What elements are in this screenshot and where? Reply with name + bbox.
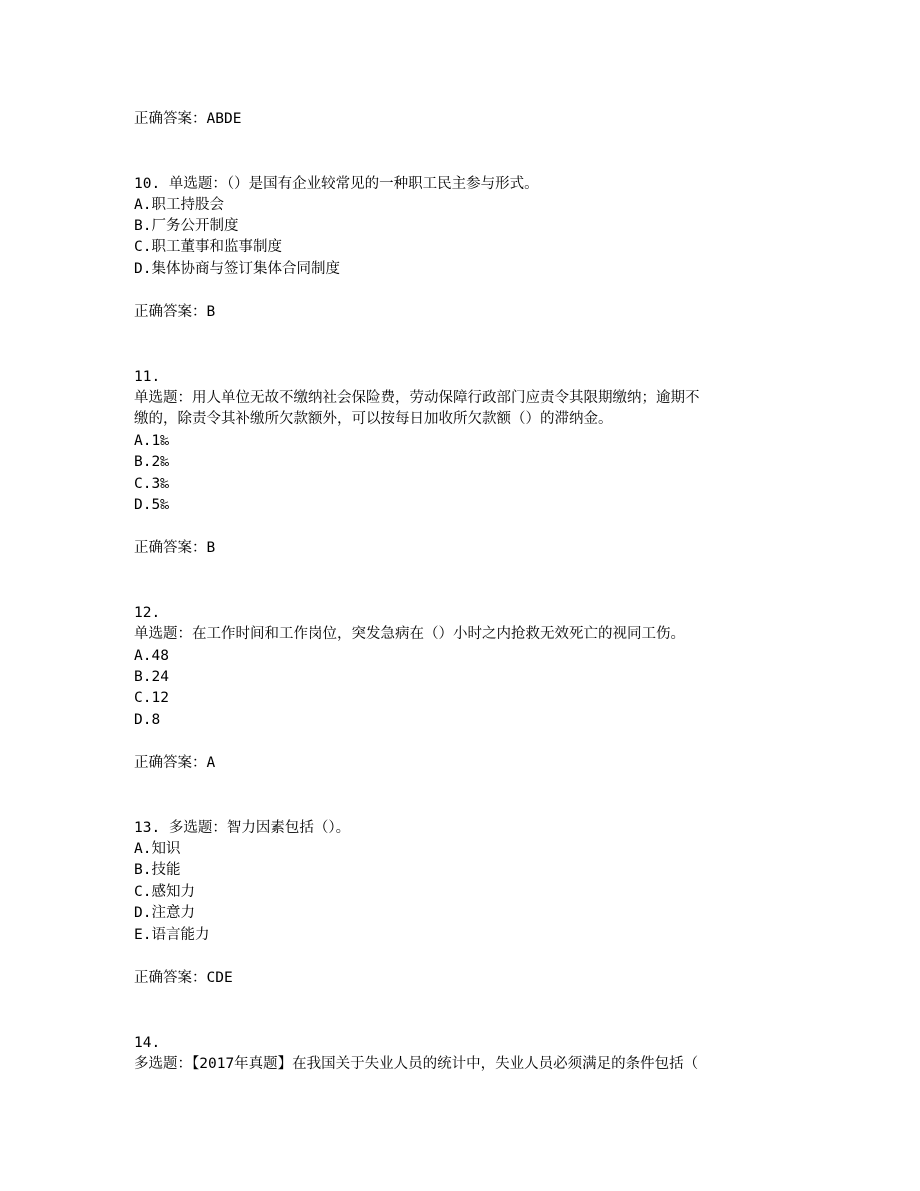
question-10-option: C.职工董事和监事制度 (134, 239, 282, 255)
answer-value: B (206, 304, 216, 320)
question-11-option: A.1‰ (134, 433, 169, 449)
answer-label: 正确答案： (134, 540, 207, 556)
answer-value: B (206, 540, 216, 556)
question-10-option: B.厂务公开制度 (134, 218, 239, 234)
answer-label: 正确答案： (134, 755, 207, 771)
answer-value: A (206, 755, 216, 771)
question-10-option: D.集体协商与签订集体合同制度 (134, 261, 340, 277)
question-11-option: B.2‰ (134, 454, 169, 470)
question-13-option: D.注意力 (134, 905, 195, 921)
answer-label: 正确答案： (134, 111, 207, 127)
question-13-answer (134, 968, 233, 988)
question-12-option: D.8 (134, 712, 161, 728)
answer-line (134, 109, 241, 129)
answer-value: CDE (206, 970, 233, 986)
question-12-option: A.48 (134, 648, 169, 664)
question-13-option: C.感知力 (134, 884, 195, 900)
question-13-header: 13. 多选题：智力因素包括（）。 (134, 820, 351, 836)
question-11-stem: 缴的，除责令其补缴所欠款额外，可以按每日加收所欠款额（）的滞纳金。 (134, 411, 613, 427)
question-12-option: C.12 (134, 690, 169, 706)
question-11-number: 11. (134, 369, 161, 385)
question-13-option: E.语言能力 (134, 927, 210, 943)
question-11-stem: 单选题：用人单位无故不缴纳社会保险费，劳动保障行政部门应责令其限期缴纳；逾期不 (134, 390, 700, 406)
question-13-option: B.技能 (134, 862, 181, 878)
question-10-option: A.职工持股会 (134, 197, 224, 213)
answer-label: 正确答案： (134, 970, 207, 986)
question-11-option: D.5‰ (134, 497, 169, 513)
question-14-stem: 多选题：【2017年真题】在我国关于失业人员的统计中，失业人员必须满足的条件包括（ (134, 1056, 699, 1072)
answer-label: 正确答案： (134, 304, 207, 320)
question-12-answer (134, 753, 215, 773)
answer-value: ABDE (206, 111, 242, 127)
question-14-number: 14. (134, 1035, 161, 1051)
question-12-number: 12. (134, 605, 161, 621)
question-10-header: 10. 单选题：（）是国有企业较常见的一种职工民主参与形式。 (134, 176, 539, 192)
question-10-answer (134, 302, 215, 322)
question-12-option: B.24 (134, 669, 169, 685)
question-11-option: C.3‰ (134, 476, 169, 492)
question-11-answer (134, 538, 215, 558)
question-13-option: A.知识 (134, 841, 181, 857)
question-12-stem: 单选题：在工作时间和工作岗位，突发急病在（）小时之内抢救无效死亡的视同工伤。 (134, 626, 685, 642)
